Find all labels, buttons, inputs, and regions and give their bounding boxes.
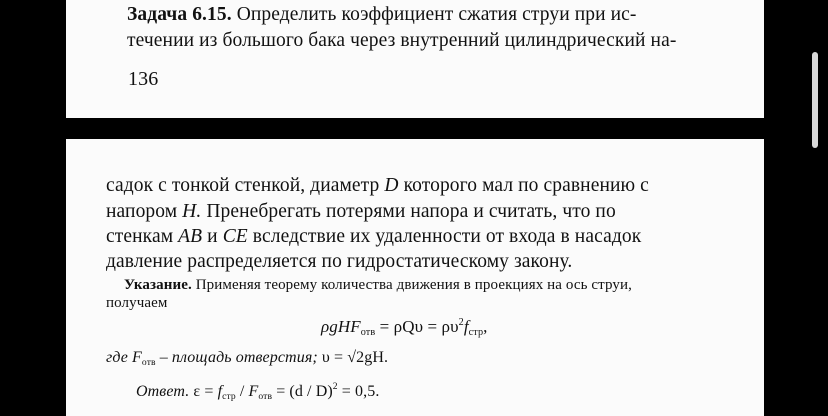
hint-text: Применяя теорему количества движения в проекциях на ось струи, [195, 277, 633, 293]
answer-value: = 0,5. [337, 383, 380, 400]
hint-line-1 [124, 277, 632, 294]
formula-part: F [132, 349, 142, 366]
text-segment: и [207, 226, 218, 247]
hint-line-2: получаем [106, 295, 168, 311]
formula-part: f [217, 383, 223, 400]
variable-H: H. [182, 201, 202, 222]
formula-superscript: 2 [332, 381, 338, 392]
text-segment: стенкам [106, 226, 174, 247]
scrollbar-thumb[interactable] [812, 52, 818, 148]
body-line-2 [106, 201, 616, 223]
text-segment: садок с тонкой стенкой, диаметр [106, 175, 380, 196]
formula-part: F [248, 383, 259, 400]
text-segment: которого мал по сравнению с [403, 175, 649, 196]
text-segment: Пренебрегать потерями напора и считать, что по [206, 201, 616, 222]
text-segment: где [106, 349, 128, 366]
formula-subscript: стр [468, 327, 484, 338]
formula-superscript: 2 [458, 317, 464, 328]
formula-part: = ρQυ = ρυ [375, 317, 459, 336]
variable-CE: CE [222, 226, 248, 247]
formula-part: f [463, 317, 469, 336]
formula-part: / [235, 383, 249, 400]
variable-AB: AB [178, 226, 203, 247]
page-number: 136 [128, 68, 159, 90]
body-line-4: давление распределяется по гидростатическому закону. [106, 251, 573, 272]
text-segment: . [383, 349, 389, 366]
formula-subscript: стр [222, 391, 236, 402]
vertical-scrollbar[interactable] [811, 0, 819, 416]
task-line-1 [127, 4, 637, 26]
variable-D: D [384, 175, 399, 196]
answer-line [136, 381, 379, 402]
text-segment: напором [106, 201, 178, 222]
page-136 [66, 0, 764, 118]
formula-subscript: отв [141, 357, 156, 368]
formula-part: = (d / D) [272, 383, 333, 400]
hint-label: Указание. [124, 277, 192, 293]
text-segment: – площадь отверстия; [159, 349, 318, 366]
body-line-1 [106, 175, 649, 197]
page-137 [66, 139, 764, 416]
task-label: Задача 6.15. [127, 4, 232, 25]
text-segment: вследствие их удаленности от входа в насадок [252, 226, 642, 247]
formula-part: ρgHF [321, 317, 361, 336]
formula-subscript: отв [360, 327, 376, 338]
body-line-3 [106, 226, 641, 248]
answer-label: Ответ. [136, 383, 190, 400]
formula-subscript: отв [258, 391, 273, 402]
task-text-1: Определить коэффициент сжатия струи при ис- [236, 4, 637, 25]
formula-part: ε = [193, 383, 214, 400]
momentum-formula [321, 317, 488, 338]
velocity-formula: υ = √2gH [321, 349, 384, 366]
formula-part: , [483, 317, 488, 336]
where-line [106, 349, 388, 368]
task-line-2: течении из большого бака через внутренний цилиндрический на- [127, 30, 677, 51]
